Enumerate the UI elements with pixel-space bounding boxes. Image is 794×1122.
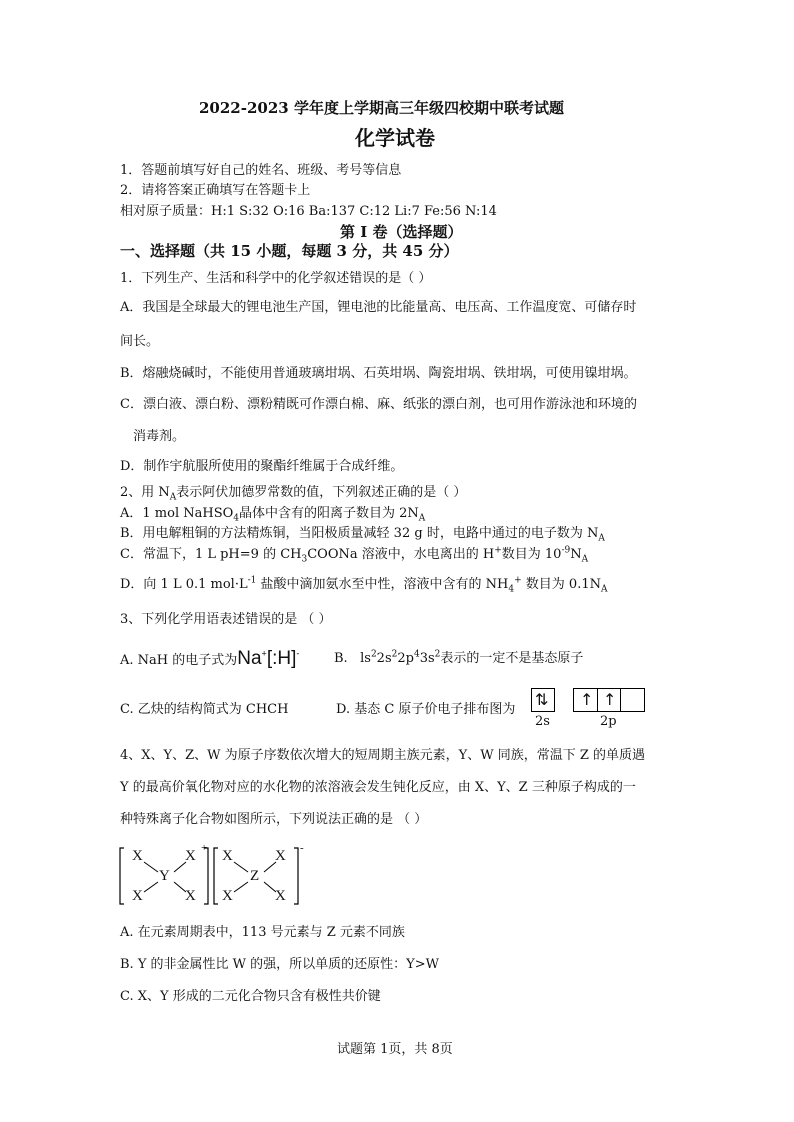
atom-y: Y <box>159 868 170 884</box>
atom-x: X <box>185 848 196 864</box>
q1-option-c-line1: C．漂白液、漂白粉、漂粉精既可作漂白棉、麻、纸张的漂白剂，也可用作游泳池和环境的 <box>120 397 637 412</box>
cation-charge: + <box>201 842 208 854</box>
orbital-2s-box <box>531 688 555 712</box>
q2-option-c: C．常温下，1 L pH=9 的 $CH_3COONa$ 溶液中，水电离出的 H+数目为 $10^{-9}N_A$ <box>120 545 589 565</box>
q1-stem: 1．下列生产、生活和科学中的化学叙述错误的是（ ） <box>120 271 432 286</box>
q3-stem: 3、下列化学用语表述错误的是 （ ） <box>120 612 332 627</box>
atom-z: Z <box>250 868 260 884</box>
atom-x: X <box>222 888 233 904</box>
q1-option-b: B．熔融烧碱时，不能使用普通玻璃坩埚、石英坩埚、陶瓷坩埚、铁坩埚，可使用镍坩埚。 <box>120 366 637 381</box>
q2-option-a: A．1 mol NaHSO$_4$晶体中含有的阳离子数目为 $2N_A$ <box>120 506 426 524</box>
atomic-masses: 相对原子质量：H:1 S:32 O:16 Ba:137 C:12 Li:7 Fe:56 N:14 <box>120 204 497 219</box>
q1-option-a-line1: A．我国是全球最大的锂电池生产国，锂电池的比能量高、电压高、工作温度宽、可储存时 <box>120 300 637 315</box>
section-heading: 一、选择题（共 15 小题，每题 3 分，共 45 分） <box>120 242 459 260</box>
instruction-1: 1．答题前填写好自己的姓名、班级、考号等信息 <box>120 163 402 178</box>
instruction-2: 2．请将答案正确填写在答题卡上 <box>120 183 311 198</box>
q3-option-d: D. 基态 C 原子价电子排布图为 <box>336 702 516 717</box>
atom-x: X <box>222 848 233 864</box>
nah-electron-formula: Na+[:H]- <box>237 648 300 669</box>
q2-option-b: B．用电解粗铜的方法精炼铜，当阳极质量减轻 32 g 时，电路中通过的电子数为 $N_A$ <box>120 526 605 544</box>
q1-option-a-line2: 间长。 <box>120 334 160 349</box>
paper-subtitle: 化学试卷 <box>355 126 435 150</box>
atom-x: X <box>275 848 286 864</box>
q4-stem-line2: Y 的最高价氧化物对应的水化物的浓溶液会发生钝化反应，由 X、Y、Z 三种原子构成的一 <box>120 780 636 795</box>
q3-option-c: C. 乙炔的结构简式为 CHCH <box>120 702 289 717</box>
page-footer: 试题第 1页，共 8页 <box>337 1042 453 1057</box>
q4-stem-line3: 种特殊离子化合物如图所示，下列说法正确的是 （ ） <box>120 812 428 827</box>
atom-x: X <box>132 888 143 904</box>
paired-arrows-icon: ⇅ <box>535 690 549 709</box>
exam-title: 2022-2023 学年度上学期高三年级四校期中联考试题 <box>199 99 564 117</box>
orbital-2s-label: 2s <box>535 714 550 729</box>
q3-option-b: B. $ls^22s^22p^43s^2$表示的一定不是基态原子 <box>334 649 584 666</box>
q2-stem: 2、用 $N_A$表示阿伏加德罗常数的值，下列叙述正确的是（ ） <box>120 485 467 503</box>
q2-option-d: D．向 1 L 0.1 $mol\cdot L^{-1}$ 盐酸中滴加氨水至中性，溶液中含有的 $NH_4^+$ 数目为 $0.1N_A$ <box>120 575 608 595</box>
q4-option-b: B. Y 的非金属性比 W 的强，所以单质的还原性：Y>W <box>120 957 439 972</box>
atom-x: X <box>132 848 143 864</box>
q4-option-a: A. 在元素周期表中，113 号元素与 Z 元素不同族 <box>120 925 405 940</box>
ionic-compound-structure <box>118 842 308 906</box>
q1-option-d: D．制作宇航服所使用的聚酯纤维属于合成纤维。 <box>120 459 404 474</box>
part1-title: 第 I 卷（选择题） <box>340 223 463 241</box>
q1-option-c-line2: 消毒剂。 <box>133 429 186 444</box>
up-arrow-icon: ↑ <box>580 690 594 709</box>
q3-option-a: A. NaH 的电子式为Na+[:H]- <box>120 648 300 669</box>
orbital-2p-box <box>573 688 645 712</box>
anion-charge: - <box>300 842 304 854</box>
q4-stem-line1: 4、X、Y、Z、W 为原子序数依次增大的短周期主族元素，Y、W 同族，常温下 Z 的单质遇 <box>120 748 646 763</box>
atom-x: X <box>185 888 196 904</box>
atom-x: X <box>275 888 286 904</box>
up-arrow-icon: ↑ <box>603 690 617 709</box>
orbital-2p-label: 2p <box>600 714 617 729</box>
q4-option-c: C. X、Y 形成的二元化合物只含有极性共价键 <box>120 989 381 1004</box>
